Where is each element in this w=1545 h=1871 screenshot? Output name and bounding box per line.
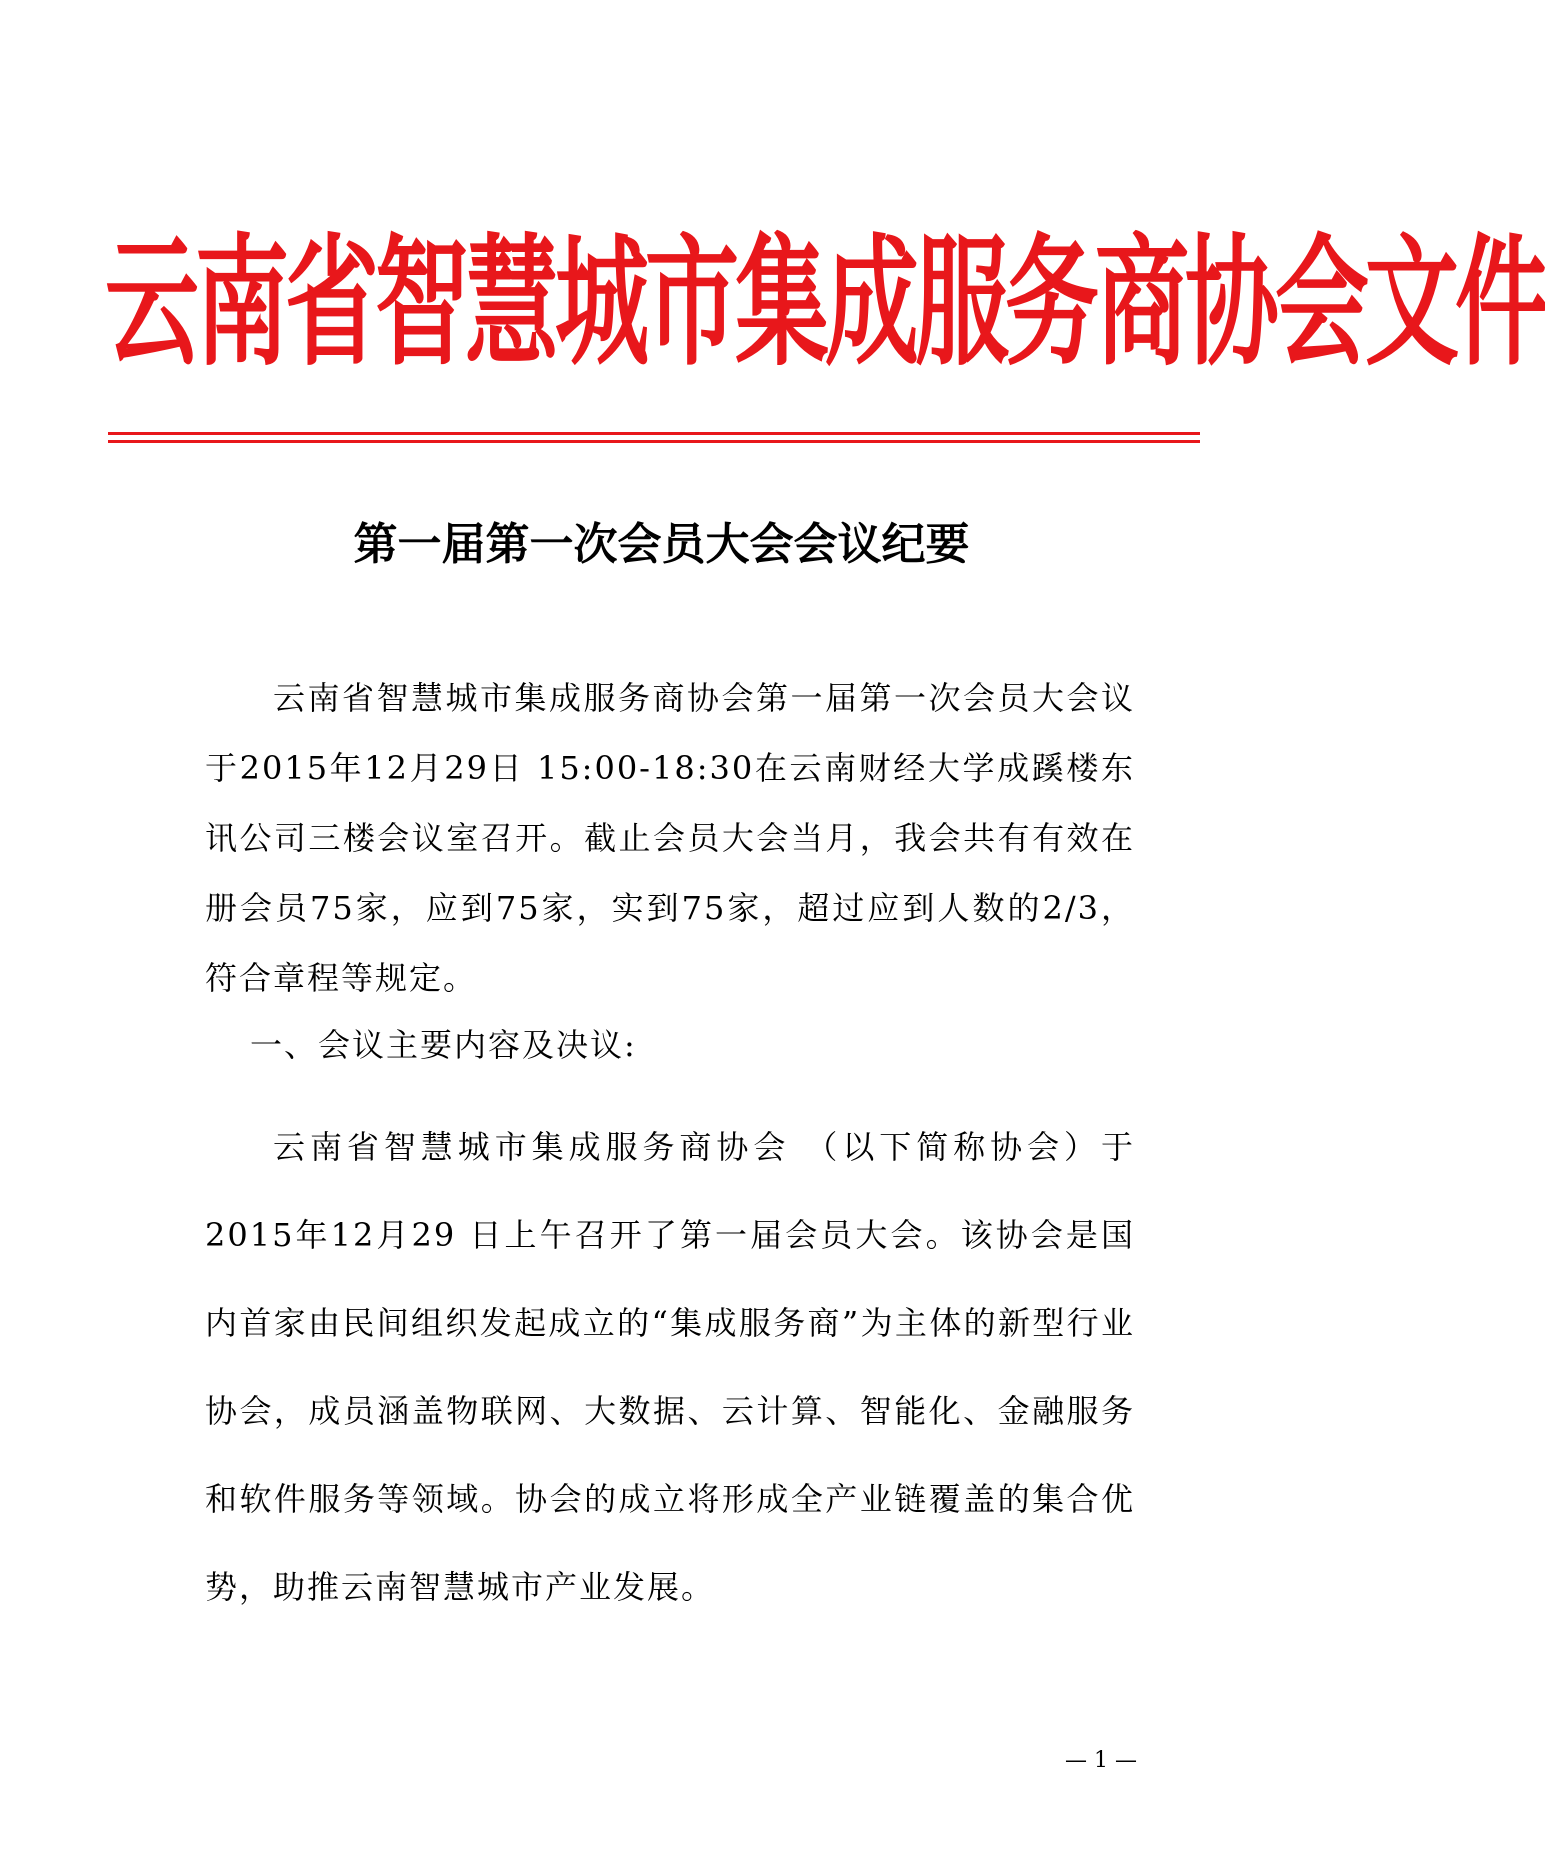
page-number: — 1 — [1065,1748,1137,1773]
paragraph-meeting-info: 云南省智慧城市集成服务商协会第一届第一次会员大会议于2015年12月29日 15:00-18:30在云南财经大学成蹊楼东讯公司三楼会议室召开。截止会员大会当月，我会共有有效在册会员75家，应到75家，实到75家，超过应到人数的2/3，符合章程等规定。 [205,679,1135,997]
header-divider-top [108,432,1200,435]
document-header-title: 云南省智慧城市集成服务商协会文件 [105,222,1545,386]
document-title: 第一届第一次会员大会会议纪要 [353,519,970,570]
paragraph-association-intro: 云南省智慧城市集成服务商协会 （以下简称协会）于2015年12月29 日上午召开了第一届会员大会。该协会是国内首家由民间组织发起成立的“集成服务商”为主体的新型行业协会，成员涵盖物联网、大数据、云计算、智能化、金融服务和软件服务等领域。协会的成立将形成全产业链覆盖的集合优势，助推云南智慧城市产业发展。 [205,1128,1135,1606]
header-divider-bottom [108,440,1200,443]
section-heading: 一、会议主要内容及决议: [250,1026,637,1064]
